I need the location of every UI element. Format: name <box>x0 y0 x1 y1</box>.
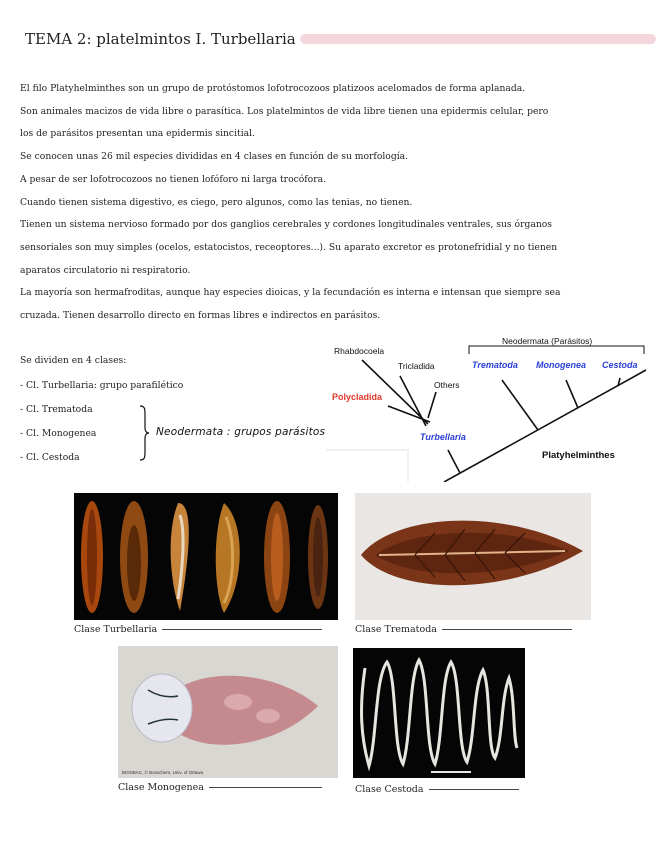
cestoda-photo <box>353 648 525 778</box>
tricladida-label: Tricladida <box>398 361 435 371</box>
cestoda-caption-text: Clase Cestoda <box>355 784 424 795</box>
trematoda-branch <box>502 380 538 430</box>
class-list-item: - Cl. Monogenea <box>20 428 97 439</box>
monogenea-caption <box>118 782 322 793</box>
curly-brace <box>137 405 151 461</box>
handwritten-neodermata-note: Neodermata : grupos parásitos <box>156 426 326 438</box>
intro-line: El filo Platyhelminthes son un grupo de protóstomos lofotrocozoos platizoos acelomados de forma aplanada. <box>20 83 526 94</box>
class-list-item: - Cl. Trematoda <box>20 404 93 415</box>
monogenea-branch <box>566 380 578 408</box>
caption-underline <box>162 629 322 630</box>
tree-frame-edge <box>326 450 408 482</box>
cestoda-caption <box>355 784 519 795</box>
monogenea-caption-text: Clase Monogenea <box>118 782 204 793</box>
page-title: TEMA 2: platelmintos I. Turbellaria <box>25 30 296 48</box>
intro-line: aparatos circulatorio ni respiratorio. <box>20 264 191 276</box>
intro-line: los de parásitos presentan una epidermis sincitial. <box>20 128 255 140</box>
tree-root-branch <box>444 370 646 482</box>
trematoda-photo <box>355 493 591 620</box>
intro-line: cruzada. Tienen desarrollo directo en formas libres e indirectos en parásitos. <box>20 310 381 322</box>
polycladida-label: Polycladida <box>332 392 383 402</box>
turbellaria-caption <box>74 624 322 635</box>
neodermata-bracket <box>469 346 644 354</box>
intro-line: Son animales macizos de vida libre o parasítica. Los platelmintos de vida libre tienen una epidermis celular, pero <box>20 105 549 117</box>
trematoda-caption <box>355 624 572 635</box>
intro-line: Se conocen unas 26 mil especies divididas en 4 clases en función de su morfología. <box>20 151 409 163</box>
polycladida-branch <box>388 406 430 422</box>
monogenea-photo <box>118 646 338 778</box>
phylogenetic-tree <box>326 332 648 482</box>
class-list-item: - Cl. Turbellaria: grupo parafilético <box>20 380 184 391</box>
turbellaria-stem <box>448 450 460 473</box>
caption-underline <box>442 629 572 630</box>
trematoda-caption-text: Clase Trematoda <box>355 624 437 635</box>
classes-intro: Se dividen en 4 clases: <box>20 355 127 366</box>
monogenea-photo-credit: BIOSBAC, © Bosschem, Univ. of Ottawa <box>122 770 204 775</box>
others-label: Others <box>434 380 460 390</box>
cestoda-label: Cestoda <box>602 360 638 370</box>
intro-line: A pesar de ser lofotrocozoos no tienen lofóforo ni larga trocófora. <box>20 173 326 185</box>
caption-underline <box>209 787 322 788</box>
platyhelminthes-label: Platyhelminthes <box>542 450 615 461</box>
intro-paragraph <box>20 78 635 328</box>
intro-line: Tienen un sistema nervioso formado por dos ganglios cerebrales y cordones longitudinales ventrales, sus órganos <box>20 219 552 231</box>
trematoda-label: Trematoda <box>472 360 518 370</box>
others-branch <box>428 392 436 418</box>
neodermata-label: Neodermata (Parásitos) <box>502 336 593 346</box>
turbellaria-photo <box>74 493 338 620</box>
intro-line: sensoriales son muy simples (ocelos, estatocistos, receoptores...). Su aparato excretor es protonefridial y no tienen <box>20 241 558 253</box>
intro-line: Cuando tienen sistema digestivo, es ciego, pero algunos, como las tenias, no tienen. <box>20 196 413 208</box>
turbellaria-caption-text: Clase Turbellaria <box>74 624 158 635</box>
rhabdocoela-label: Rhabdocoela <box>334 346 385 356</box>
monogenea-label: Monogenea <box>536 360 587 370</box>
class-list-item: - Cl. Cestoda <box>20 452 80 463</box>
intro-line: La mayoría son hermafroditas, aunque hay especies dioicas, y la fecundación es interna e intensan que siempre sea <box>20 287 561 299</box>
turbellaria-label: Turbellaria <box>420 432 466 442</box>
title-highlight-bar <box>300 34 656 44</box>
caption-underline <box>429 789 519 790</box>
